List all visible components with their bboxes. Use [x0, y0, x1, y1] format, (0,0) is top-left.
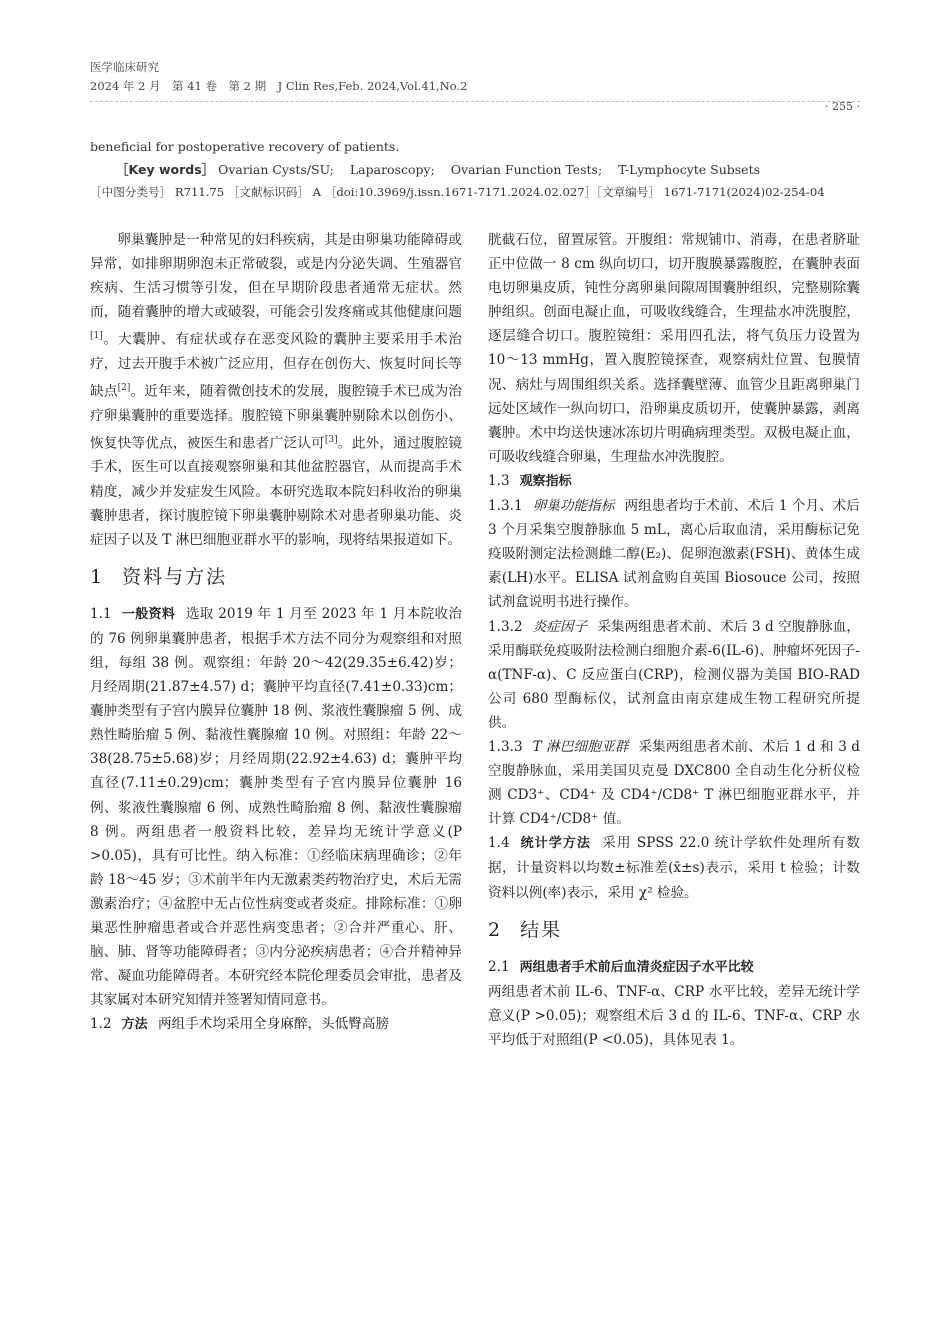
subsection-1-3-2: 1.3.2 炎症因子 采集两组患者术前、术后 3 d 空腹静脉血，采用酶联免疫吸附法检测白细胞介素-6(IL-6)、肿瘤坏死因子-α(TNF-α)、C 反应蛋白(CRP)，检测仪器为美国 BIO-RAD 公司 680 型酶标仪，试剂盒由南京建成生物工程研究所提供。 — [488, 618, 861, 731]
subsection-2-1-text: 两组患者术前 IL-6、TNF-α、CRP 水平比较，差异无统计学意义(P >0.05)；观察组术后 3 d 的 IL-6、TNF-α、CRP 水平均低于对照组(P <0.05)，具体见表 1。 — [488, 983, 860, 1048]
right-column — [488, 228, 860, 1052]
keyword: Ovarian Cysts/SU; — [218, 162, 334, 177]
keyword: Ovarian Function Tests; — [450, 162, 603, 177]
classification-line: ［中图分类号］ R711.75 ［文献标识码］ A ［doi:10.3969/j.issn.1671-7171.2024.02.027］［文章编号］ 1671-7171(2024)02-254-04 — [90, 185, 825, 199]
keyword: Laparoscopy; — [349, 162, 435, 177]
keywords-label: ［Key words］ — [116, 162, 215, 177]
subsection-title: 炎症因子 — [532, 618, 588, 635]
page-number: · 255 · — [825, 100, 860, 113]
citation: [1] — [90, 331, 103, 342]
subsection-title: 统计学方法 — [519, 836, 591, 852]
keywords-line — [90, 158, 860, 181]
subsection-title: 观察指标 — [519, 473, 572, 489]
citation: [2] — [117, 383, 131, 394]
intro-paragraph: 卵巢囊肿是一种常见的妇科疾病，其是由卵巢功能障碍或异常，如排卵期卵泡未正常破裂，或是内分泌失调、生殖器官疾病、生活习惯等引发，但在早期阶段患者通常无症状。然而，随着囊肿的增大或破裂，可能会引发疼痛或其他健康问题[1]。大囊肿、有症状或存在恶变风险的囊肿主要采用手术治疗，过去开腹手术被广泛应用，但存在创伤大、恢复时间长等缺点[2]。近年来，随着微创技术的发展，腹腔镜手术已成为治疗卵巢囊肿的重要选择。腹腔镜下卵巢囊肿剔除术以创伤小、恢复快等优点，被医生和患者广泛认可[3]。此外，通过腹腔镜手术，医生可以直接观察卵巢和其他盆腔器官，从而提高手术精度，减少并发症发生风险。本研究选取本院妇科收治的卵巢囊肿患者，探讨腹腔镜下卵巢囊肿剔除术对患者卵巢功能、炎症因子以及 T 淋巴细胞亚群水平的影响，现将结果报道如下。 — [90, 232, 463, 548]
journal-name: 医学临床研究 — [90, 60, 159, 74]
subsection-1-3: 1.3 观察指标 — [488, 472, 572, 489]
subsection-1-2: 1.2 方法 两组手术均采用全身麻醉，头低臀高膀 — [90, 1016, 390, 1033]
left-column — [90, 228, 462, 1038]
subsection-1-4: 1.4 统计学方法 采用 SPSS 22.0 统计学软件处理所有数据，计量资料以均数±标准差(x̄±s)表示，采用 t 检验；计数资料以例(率)表示，采用 χ² 检验。 — [488, 835, 861, 901]
subsection-title: 一般资料 — [121, 606, 176, 622]
subsection-title: 两组患者手术前后血清炎症因子水平比较 — [519, 959, 754, 975]
subsection-1-3-3: 1.3.3 T 淋巴细胞亚群 采集两组患者术前、术后 1 d 和 3 d 空腹静脉血，采用美国贝克曼 DXC800 全自动生化分析仪检测 CD3⁺、CD4⁺ 及 CD4⁺/CD8⁺ T 淋巴细胞亚群水平，并计算 CD4⁺/CD8⁺ 值。 — [488, 738, 861, 828]
header-divider — [90, 101, 860, 102]
abstract-block — [90, 135, 860, 204]
running-header — [90, 58, 860, 113]
subsection-title: 方法 — [121, 1017, 148, 1033]
issue-info: 2024 年 2 月 第 41 卷 第 2 期 J Clin Res,Feb. 2024,Vol.41,No.2 — [90, 79, 468, 93]
subsection-2-1-heading: 2.1 两组患者手术前后血清炎症因子水平比较 — [488, 958, 754, 975]
keyword: T-Lymphocyte Subsets — [618, 162, 761, 177]
methods-continued: 胱截石位，留置尿管。开腹组：常规铺巾、消毒，在患者脐耻正中位做一 8 cm 纵向切口，切开腹膜暴露腹腔，在囊肿表面电切卵巢皮质，钝性分离卵巢间隙周围囊肿组织，完整剔除囊肿组织。创面电凝止血，可吸收线缝合，生理盐水冲洗腹腔，逐层缝合切口。腹腔镜组：采用四孔法，将气负压力设置为 10～13 mmHg，置入腹腔镜探查，观察病灶位置、包膜情况、病灶与周围组织关系。选择囊壁薄、血管少且距离卵巢门远处区域作一纵向切口，沿卵巢皮质切开，使囊肿暴露，剥离囊肿。术中均送快速冰冻切片明确病理类型。双极电凝止血，可吸收线缝合卵巢，生理盐水冲洗腹腔。 — [488, 232, 860, 465]
subsection-1-1: 1.1 一般资料 选取 2019 年 1 月至 2023 年 1 月本院收治的 76 例卵巢囊肿患者，根据手术方法不同分为观察组和对照组，每组 38 例。观察组：年龄 20～42(29.35±6.42)岁；月经周期(21.87±4.57) d；囊肿平均直径(7.41±0.33)cm；囊肿类型有子宫内膜异位囊肿 18 例、浆液性囊腺瘤 5 例、成熟性畸胎瘤 5 例、黏液性囊腺瘤 10 例。对照组：年龄 22～38(28.75±5.68)岁；月经周期(22.92±4.63) d；囊肿平均直径(7.11±0.29)cm；囊肿类型有子宫内膜异位囊肿 16 例、浆液性囊腺瘤 6 例、成熟性畸胎瘤 8 例、黏液性囊腺瘤 8 例。两组患者一般资料比较，差异均无统计学意义(P >0.05)，具有可比性。纳入标准：①经临床病理确诊；②年龄 18～45 岁；③术前半年内无激素类药物治疗史，术后无需激素治疗；④盆腔中无占位性病变或者炎症。排除标准：①卵巢恶性肿瘤患者或合并恶性病变患者；②合并严重心、肝、脑、肺、肾等功能障碍者；③内分泌疾病患者；④合并精神异常、凝血功能障碍者。本研究经本院伦理委员会审批，患者及其家属对本研究知情并签署知情同意书。 — [90, 605, 462, 1009]
section-heading-1: 1 资料与方法 — [90, 565, 228, 588]
citation: [3] — [324, 434, 338, 445]
subsection-title: 卵巢功能指标 — [532, 498, 615, 515]
subsection-1-3-1: 1.3.1 卵巢功能指标 两组患者均于术前、术后 1 个月、术后 3 个月采集空腹静脉血 5 mL，离心后取血清，采用酶标记免疫吸附测定法检测雌二醇(E₂)、促卵泡激素(FSH)、黄体生成素(LH)水平。ELISA 试剂盒购自英国 Biosouce 公司，按照试剂盒说明书进行操作。 — [488, 498, 861, 611]
abstract-tail: beneficial for postoperative recovery of patients. — [90, 139, 400, 154]
subsection-title: T 淋巴细胞亚群 — [532, 738, 629, 755]
section-heading-2: 2 结果 — [488, 918, 563, 941]
